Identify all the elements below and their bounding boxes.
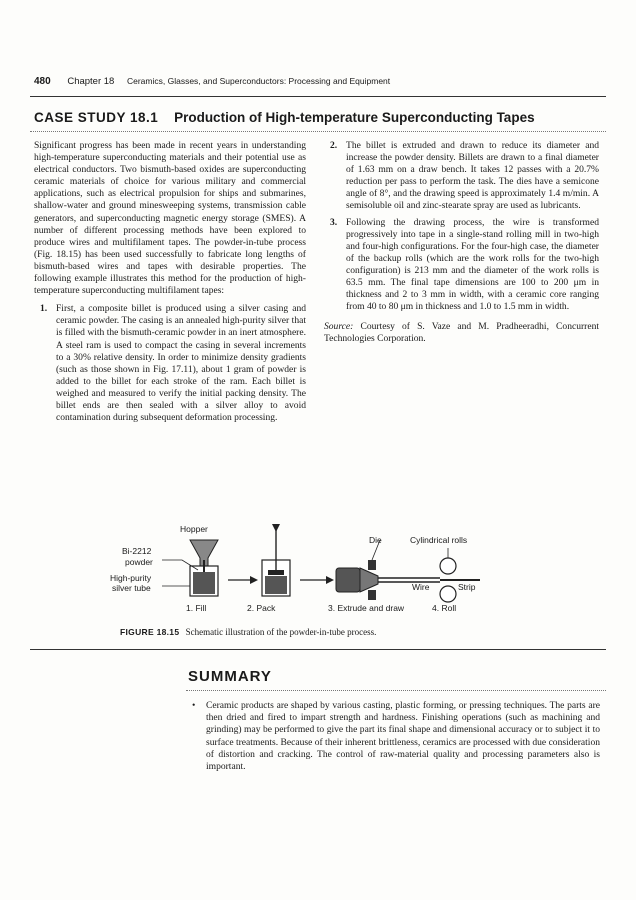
right-column bbox=[324, 140, 599, 346]
ram-head bbox=[268, 570, 284, 575]
step-label-roll: 4. Roll bbox=[432, 603, 457, 613]
source-text: Courtesy of S. Vaze and M. Pradheeradhi, Concurrent Technologies Corporation. bbox=[324, 321, 600, 345]
source-label: Source: bbox=[324, 321, 354, 333]
step-number: 3. bbox=[330, 216, 338, 228]
ram-arrow bbox=[272, 524, 280, 532]
powder-fill-shape bbox=[193, 572, 215, 594]
running-header bbox=[34, 76, 604, 87]
label-high-purity: High-purity bbox=[110, 573, 152, 583]
process-step-3 bbox=[324, 217, 599, 314]
label-die: Die bbox=[369, 535, 382, 545]
source-credit bbox=[324, 321, 599, 345]
process-step-2 bbox=[324, 140, 599, 213]
arrow-head bbox=[250, 576, 258, 584]
arrow-head bbox=[326, 576, 334, 584]
label-wire: Wire bbox=[412, 582, 430, 592]
step-number: 1. bbox=[40, 303, 48, 315]
step-label-fill: 1. Fill bbox=[186, 603, 207, 613]
header-rule bbox=[30, 96, 606, 97]
left-column bbox=[34, 140, 306, 428]
upper-roll bbox=[440, 558, 456, 574]
label-cylindrical-rolls: Cylindrical rolls bbox=[410, 535, 468, 545]
summary-heading: SUMMARY bbox=[188, 668, 272, 685]
label-powder: powder bbox=[125, 557, 153, 567]
step-text: Following the drawing process, the wire is transformed progressively into tape in a single-stand rolling mill in two-high and four-high configurations. For the four-high case, the diameter of the backup rolls (which are the work rolls for the two-high configuration) is 213 mm and the diameter of the work rolls is 63.5 mm. The final tape dimensions are 100 to 200 μm in thickness and 2 to 3 mm in width, with a ceramic core ranging from 40 to 80 μm in thickness and 1.0 to 1.5 mm in width. bbox=[346, 216, 599, 313]
label-silver-tube: silver tube bbox=[112, 583, 151, 593]
case-study-intro: Significant progress has been made in recent years in understanding high-temperature superconducting materials and their potential use as electrical conductors. Two bismuth-based oxides are superconducting ceramic materials of choice for various military and commercial applications, such as electrical propulsion for ships and submarines, shallow-water and ground minesweeping systems, transmission cable generators, and superconducting magnetic energy storage (SMES). A number of different processing methods have been explored to produce wires and multifilament tapes. The powder-in-tube process (Fig. 18.15) has been used successfully to fabricate long lengths of bismuth-based wires and tapes with desirable properties. The following example illustrates this method for the production of high-temperature superconducting multifilament tapes: bbox=[34, 140, 306, 297]
chapter-title: Ceramics, Glasses, and Superconductors: Processing and Equipment bbox=[126, 76, 391, 86]
die-top bbox=[368, 560, 376, 570]
figure-caption-text: Schematic illustration of the powder-in-tube process. bbox=[185, 627, 377, 637]
chapter-number: Chapter 18 bbox=[67, 76, 115, 87]
summary-rule bbox=[186, 690, 606, 691]
billet-shape bbox=[336, 568, 360, 592]
step-text: First, a composite billet is produced using a silver casing and ceramic powder. The casing is an annealed high-purity silver that is filled with the bismuth-ceramic powder in an inert atmosphere. A steel ram is used to compact the casing in several increments to a 30% relative density. In order to minimize density gradients (such as those shown in Fig. 17.11), about 1 gram of powder is added to the billet for each stroke of the ram. Each billet is weighed and measured to verify the initial packing density. The billet ends are then sealed with a silver alloy to avoid contamination during subsequent deformation processing. bbox=[56, 303, 306, 424]
case-study-heading bbox=[34, 110, 535, 125]
bullet-marker: • bbox=[192, 700, 196, 711]
label-bi2212: Bi-2212 bbox=[122, 546, 152, 556]
die-bottom bbox=[368, 590, 376, 600]
summary-body bbox=[192, 700, 600, 773]
step-number: 2. bbox=[330, 140, 338, 151]
figure-caption bbox=[120, 627, 376, 637]
case-study-title: Production of High-temperature Superconducting Tapes bbox=[174, 110, 535, 125]
step-label-pack: 2. Pack bbox=[247, 603, 276, 613]
case-study-rule bbox=[30, 131, 606, 132]
label-hopper: Hopper bbox=[180, 524, 208, 534]
die-taper bbox=[360, 568, 378, 592]
packed-powder-shape bbox=[265, 576, 287, 594]
label-strip: Strip bbox=[458, 582, 476, 592]
step-label-extrude: 3. Extrude and draw bbox=[328, 603, 405, 613]
summary-text: Ceramic products are shaped by various casting, plastic forming, or pressing techniques. The parts are then dried and fired to impart strength and hardness. Finishing operations (such as machining and grinding) may be performed to give the part its final shape and dimensional accuracy or to subject it to surface treatments. Because of their inherent brittleness, ceramics are processed with due consideration of distortion and cracking. The control of raw-material quality and processing parameters also is important. bbox=[206, 700, 600, 773]
lower-roll bbox=[440, 586, 456, 602]
process-step-1 bbox=[34, 303, 306, 424]
page-number: 480 bbox=[34, 76, 51, 87]
step-text: The billet is extruded and drawn to reduce its diameter and increase the powder density. Billets are drawn to a final diameter of 1.63 mm on a draw bench. It takes 12 passes with a 20.7% reduction per pass to perform the task. The dies have a semicone angle of 8°, and the drawing speed is approximately 1.4 m/min. A semisoluble oil and zinc-stearate spray are used as lubricants. bbox=[346, 140, 599, 212]
figure-label: FIGURE 18.15 bbox=[120, 627, 180, 637]
case-study-end-rule bbox=[30, 649, 606, 650]
case-study-label: CASE STUDY 18.1 bbox=[34, 110, 159, 125]
